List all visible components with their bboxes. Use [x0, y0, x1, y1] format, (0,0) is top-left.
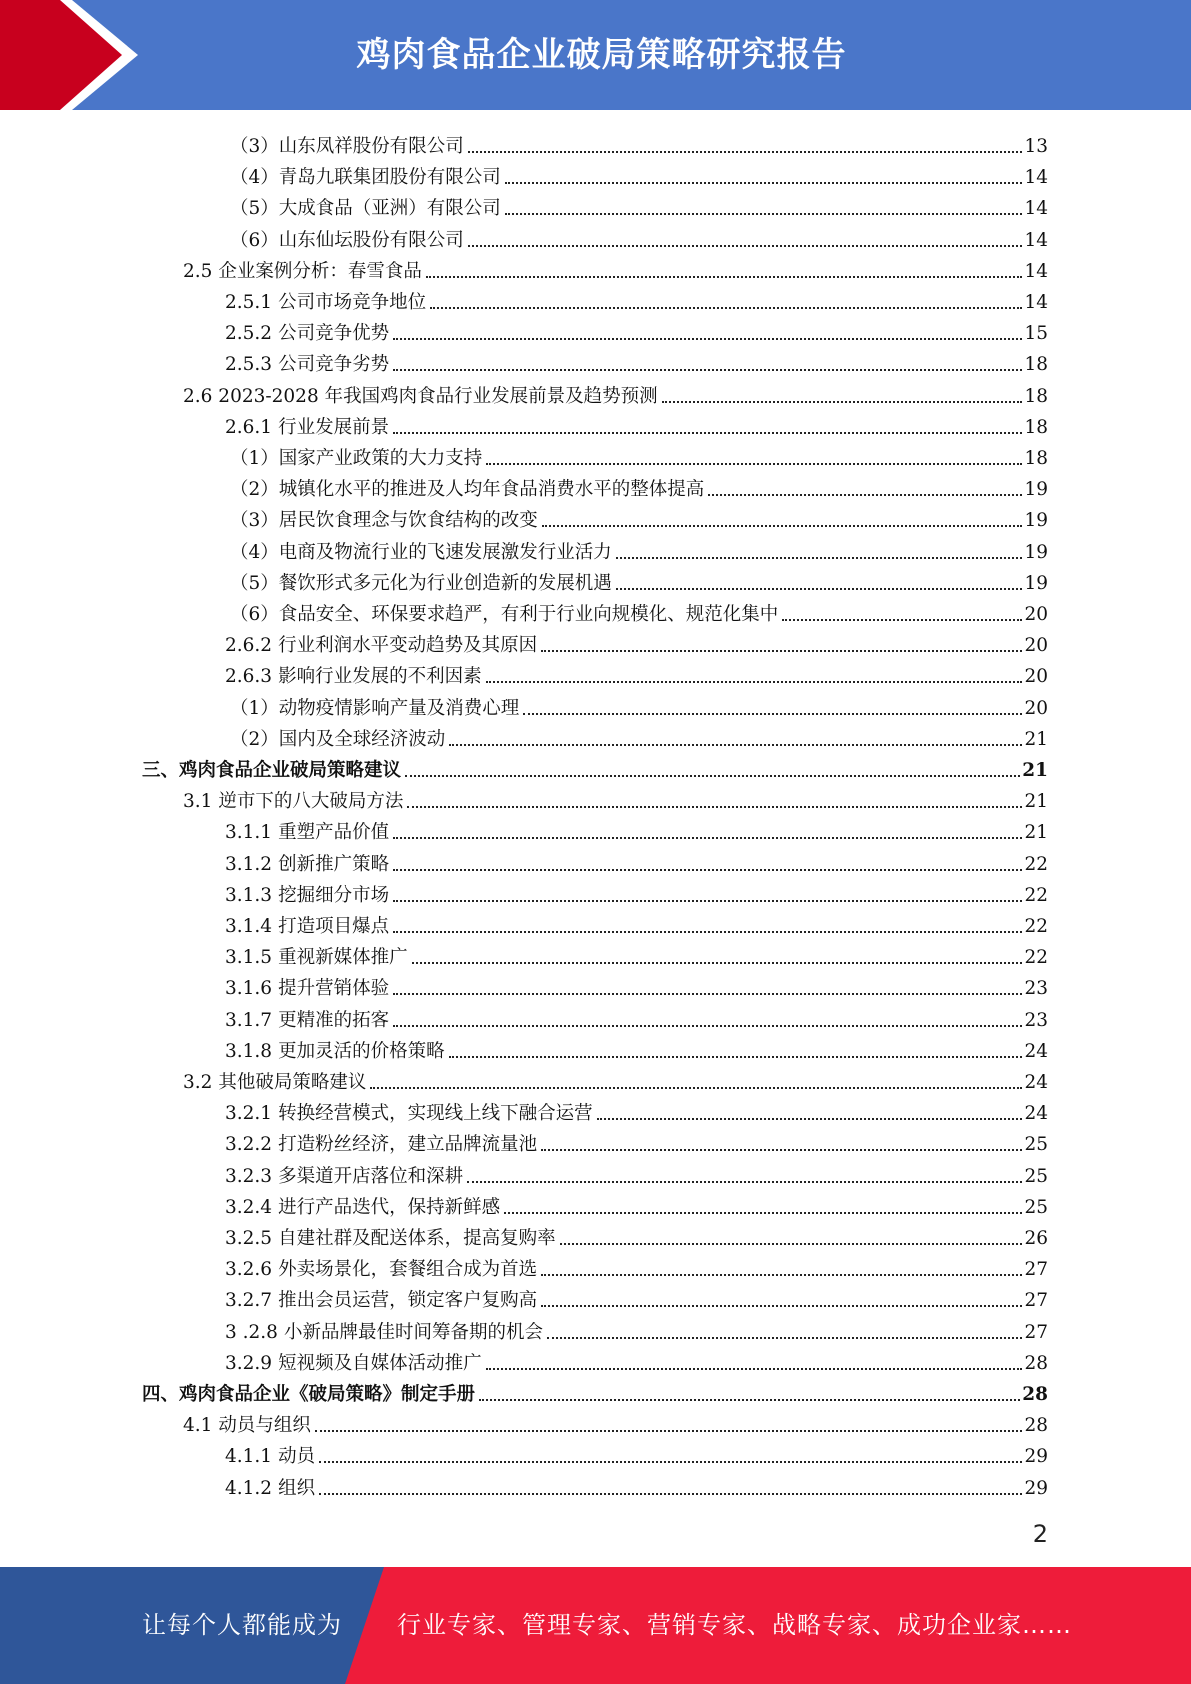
toc-entry-title: （2）城镇化水平的推进及人均年食品消费水平的整体提高	[230, 479, 705, 501]
toc-entry[interactable]	[225, 1126, 1048, 1157]
toc-entry-page: 14	[1024, 229, 1048, 251]
toc-entry-number: 2.5.1	[225, 292, 273, 313]
toc-entry-title: （3）居民饮食理念与饮食结构的改变	[230, 510, 538, 532]
toc-entry-page: 19	[1024, 541, 1048, 563]
toc-entry-number: 3.1.2	[225, 853, 273, 875]
document-title: 鸡肉食品企业破局策略研究报告	[356, 35, 847, 75]
toc-entry-title: 外卖场景化，套餐组合成为首选	[278, 1259, 538, 1281]
toc-entry-number: 3.1.6	[225, 978, 273, 1000]
toc-entry[interactable]	[225, 346, 1048, 377]
toc-entry-title: 更加灵活的价格策略	[278, 1040, 445, 1062]
toc-dot-leader	[486, 1368, 1023, 1370]
toc-entry[interactable]	[225, 1033, 1048, 1064]
toc-dot-leader	[393, 369, 1022, 371]
toc-entry[interactable]	[225, 1345, 1048, 1376]
toc-entry-title: 动员	[278, 1446, 316, 1468]
toc-entry-page: 27	[1024, 1259, 1048, 1281]
toc-entry-title: 打造粉丝经济，建立品牌流量池	[278, 1134, 538, 1156]
toc-entry-number: 2.6.1	[225, 416, 273, 438]
toc-entry[interactable]	[225, 1189, 1048, 1220]
toc-dot-leader	[393, 432, 1022, 434]
toc-entry[interactable]	[225, 1002, 1048, 1033]
toc-dot-leader	[449, 744, 1022, 746]
footer-slogan-left: 让每个人都能成为	[142, 1611, 342, 1639]
toc-entry-title: 重视新媒体推广	[278, 947, 408, 969]
toc-entry-title: 组织	[278, 1477, 316, 1499]
toc-entry-title: 自建社群及配送体系，提高复购率	[278, 1228, 556, 1249]
toc-dot-leader	[393, 931, 1022, 933]
toc-dot-leader	[315, 1430, 1023, 1432]
toc-entry[interactable]	[225, 315, 1048, 346]
toc-entry-number: 3.2.1	[225, 1103, 273, 1125]
toc-entry-number: 2.5	[183, 260, 213, 282]
toc-entry-page: 22	[1024, 853, 1048, 875]
toc-entry-title: （6）山东仙坛股份有限公司	[230, 229, 464, 251]
toc-entry[interactable]	[225, 1314, 1048, 1345]
toc-entry-page: 19	[1024, 479, 1048, 501]
toc-entry[interactable]	[225, 1470, 1048, 1501]
toc-entry-number: 3.1.4	[225, 916, 273, 937]
toc-dot-leader	[393, 1025, 1022, 1027]
toc-entry-page: 20	[1024, 604, 1048, 625]
toc-entry-page: 26	[1024, 1228, 1048, 1249]
toc-entry-title: （5）餐饮形式多元化为行业创造新的发展机遇	[230, 572, 612, 594]
toc-entry-number: 2.6.2	[225, 635, 273, 657]
toc-entry[interactable]	[230, 190, 1048, 221]
toc-entry-number: 4.1.2	[225, 1477, 273, 1499]
toc-entry[interactable]	[225, 846, 1048, 877]
toc-entry-title: 三、鸡肉食品企业破局策略建议	[142, 760, 402, 781]
toc-entry[interactable]	[230, 534, 1048, 565]
toc-entry-page: 15	[1024, 323, 1048, 345]
toc-dot-leader	[393, 837, 1022, 839]
toc-entry-number: 3.1.1	[225, 822, 273, 844]
toc-dot-leader	[449, 1056, 1023, 1058]
toc-dot-leader	[547, 1337, 1022, 1339]
toc-dot-leader	[486, 681, 1023, 683]
toc-entry-page: 18	[1024, 448, 1048, 469]
toc-entry-title: 进行产品迭代，保持新鲜感	[278, 1196, 501, 1218]
toc-entry-page: 23	[1024, 1009, 1048, 1031]
toc-entry[interactable]	[225, 284, 1048, 315]
toc-entry[interactable]	[225, 970, 1048, 1001]
toc-dot-leader	[504, 1212, 1022, 1214]
toc-entry-page: 22	[1024, 884, 1048, 906]
toc-entry-page: 14	[1024, 260, 1048, 282]
toc-entry-page: 25	[1024, 1196, 1048, 1218]
toc-entry-page: 24	[1024, 1040, 1048, 1062]
toc-entry-number: 2.5.2	[225, 323, 273, 345]
toc-entry[interactable]	[225, 1251, 1048, 1282]
toc-dot-leader	[560, 1243, 1023, 1245]
toc-entry-number: 3 .2.8	[225, 1321, 278, 1343]
toc-dot-leader	[393, 900, 1022, 902]
toc-dot-leader	[505, 182, 1023, 184]
header-banner	[0, 0, 1191, 110]
toc-entry-page: 20	[1024, 635, 1048, 657]
toc-dot-leader	[467, 1181, 1022, 1183]
toc-dot-leader	[412, 962, 1023, 964]
toc-entry[interactable]	[225, 814, 1048, 845]
toc-entry-page: 18	[1024, 385, 1048, 407]
toc-entry[interactable]	[142, 752, 1048, 783]
toc-dot-leader	[486, 463, 1022, 465]
toc-entry[interactable]	[183, 1064, 1048, 1095]
toc-entry-page: 22	[1024, 916, 1048, 937]
toc-entry-page: 21	[1024, 791, 1048, 813]
toc-entry-page: 20	[1024, 666, 1048, 688]
toc-entry-page: 28	[1024, 1415, 1048, 1437]
toc-entry-page: 18	[1024, 416, 1048, 438]
toc-entry-title: 挖掘细分市场	[278, 884, 390, 906]
toc-entry-number: 2.5.3	[225, 354, 273, 376]
toc-entry-number: 3.2.2	[225, 1134, 273, 1156]
toc-dot-leader	[662, 401, 1023, 403]
toc-dot-leader	[479, 1399, 1020, 1401]
toc-entry-title: （4）电商及物流行业的飞速发展激发行业活力	[230, 541, 612, 563]
toc-dot-leader	[505, 213, 1023, 215]
toc-entry-title: （4）青岛九联集团股份有限公司	[230, 167, 501, 189]
toc-entry[interactable]	[225, 1438, 1048, 1469]
toc-dot-leader	[541, 1149, 1022, 1151]
toc-entry[interactable]	[183, 378, 1048, 409]
toc-entry[interactable]	[225, 939, 1048, 970]
toc-entry-page: 29	[1024, 1477, 1048, 1499]
toc-entry-title: 公司竞争优势	[278, 323, 390, 345]
toc-entry[interactable]	[225, 409, 1048, 440]
toc-entry-title: 转换经营模式，实现线上线下融合运营	[278, 1103, 593, 1125]
toc-entry-number: 3.1.8	[225, 1040, 273, 1062]
toc-entry-title: （5）大成食品（亚洲）有限公司	[230, 198, 501, 220]
toc-entry-number: 3.1.3	[225, 884, 273, 906]
toc-entry-title: （6）食品安全、环保要求趋严，有利于行业向规模化、规范化集中	[230, 604, 779, 625]
toc-dot-leader	[370, 1087, 1022, 1089]
toc-entry-page: 27	[1024, 1290, 1048, 1312]
toc-entry-title: 创新推广策略	[278, 853, 390, 875]
toc-entry[interactable]	[225, 627, 1048, 658]
toc-entry-title: 其他破局策略建议	[218, 1072, 367, 1093]
toc-dot-leader	[541, 1274, 1022, 1276]
toc-dot-leader	[319, 1493, 1022, 1495]
toc-entry[interactable]	[183, 253, 1048, 284]
toc-entry-title: （1）动物疫情影响产量及消费心理	[230, 697, 520, 719]
toc-entry-title: 公司竞争劣势	[278, 354, 390, 376]
toc-entry-title: 推出会员运营，锁定客户复购高	[278, 1290, 538, 1312]
toc-entry-page: 21	[1022, 760, 1048, 781]
toc-entry-number: 4.1	[183, 1415, 213, 1437]
toc-entry-title: 多渠道开店落位和深耕	[278, 1165, 464, 1187]
toc-dot-leader	[523, 713, 1022, 715]
toc-entry-page: 19	[1024, 572, 1048, 594]
toc-entry-number: 3.2	[183, 1072, 213, 1093]
toc-entry-page: 14	[1024, 292, 1048, 313]
toc-entry-number: 3.1	[183, 791, 213, 813]
toc-dot-leader	[407, 806, 1022, 808]
toc-dot-leader	[426, 276, 1023, 278]
toc-entry[interactable]	[183, 783, 1048, 814]
toc-entry-title: 更精准的拓客	[278, 1009, 390, 1031]
toc-dot-leader	[541, 650, 1022, 652]
toc-entry-title: 短视频及自媒体活动推广	[278, 1352, 482, 1374]
toc-entry[interactable]	[225, 658, 1048, 689]
toc-entry[interactable]	[230, 471, 1048, 502]
page-number: 2	[1032, 1520, 1048, 1548]
toc-entry-title: 四、鸡肉食品企业《破局策略》制定手册	[142, 1384, 476, 1405]
toc-entry-page: 29	[1024, 1446, 1048, 1468]
toc-entry-number: 2.6.3	[225, 666, 273, 688]
toc-entry[interactable]	[230, 440, 1048, 471]
toc-entry-number: 3.2.7	[225, 1290, 273, 1312]
toc-dot-leader	[393, 869, 1022, 871]
toc-entry-page: 14	[1024, 167, 1048, 189]
toc-entry-title: 2.6 2023-2028 年我国鸡肉食品行业发展前景及趋势预测	[183, 385, 658, 407]
toc-dot-leader	[616, 588, 1023, 590]
toc-entry-number: 3.2.9	[225, 1352, 273, 1374]
toc-dot-leader	[430, 307, 1022, 309]
toc-entry-number: 4.1.1	[225, 1446, 273, 1468]
toc-entry[interactable]	[230, 222, 1048, 253]
toc-dot-leader	[393, 993, 1022, 995]
toc-dot-leader	[393, 338, 1022, 340]
toc-entry-number: 3.2.5	[225, 1228, 273, 1249]
toc-entry-number: 3.2.4	[225, 1196, 273, 1218]
toc-entry-page: 24	[1024, 1072, 1048, 1093]
toc-entry-number: 3.1.5	[225, 947, 273, 969]
toc-dot-leader	[708, 494, 1022, 496]
toc-dot-leader	[597, 1118, 1023, 1120]
toc-entry-title: （1）国家产业政策的大力支持	[230, 448, 483, 469]
toc-dot-leader	[468, 151, 1023, 153]
toc-entry[interactable]	[225, 1095, 1048, 1126]
toc-dot-leader	[541, 1305, 1022, 1307]
toc-entry[interactable]	[230, 565, 1048, 596]
toc-entry-title: （3）山东凤祥股份有限公司	[230, 136, 464, 157]
toc-entry-page: 21	[1024, 728, 1048, 750]
toc-entry-page: 28	[1022, 1384, 1048, 1405]
toc-entry-page: 28	[1024, 1352, 1048, 1374]
toc-entry-number: 3.2.3	[225, 1165, 273, 1187]
toc-dot-leader	[782, 619, 1022, 621]
toc-entry-page: 27	[1024, 1321, 1048, 1343]
toc-entry-title: 提升营销体验	[278, 978, 390, 1000]
toc-entry-page: 25	[1024, 1134, 1048, 1156]
toc-entry-page: 25	[1024, 1165, 1048, 1187]
toc-entry[interactable]	[225, 908, 1048, 939]
toc-dot-leader	[405, 775, 1020, 777]
toc-entry[interactable]	[225, 1220, 1048, 1251]
toc-entry[interactable]	[183, 1407, 1048, 1438]
toc-dot-leader	[468, 245, 1023, 247]
toc-entry-title: 行业利润水平变动趋势及其原因	[278, 635, 538, 657]
toc-entry-title: 企业案例分析：春雪食品	[218, 260, 422, 282]
footer-banner	[0, 1567, 1191, 1684]
footer-slogan-right: 行业专家、管理专家、营销专家、战略专家、成功企业家……	[397, 1611, 1072, 1639]
toc-entry-title: 行业发展前景	[278, 416, 390, 438]
toc-entry-number: 3.2.6	[225, 1259, 273, 1281]
toc-entry-page: 19	[1024, 510, 1048, 532]
toc-entry-title: 打造项目爆点	[278, 916, 390, 937]
toc-entry-page: 24	[1024, 1103, 1048, 1125]
toc-entry-title: 影响行业发展的不利因素	[278, 666, 482, 688]
toc-entry-title: 逆市下的八大破局方法	[218, 791, 404, 813]
toc-entry[interactable]	[230, 690, 1048, 721]
toc-entry[interactable]	[230, 721, 1048, 752]
toc-entry[interactable]	[230, 502, 1048, 533]
toc-dot-leader	[542, 525, 1023, 527]
toc-entry-title: 动员与组织	[218, 1415, 311, 1437]
toc-entry-title: 重塑产品价值	[278, 822, 390, 844]
toc-entry[interactable]	[230, 128, 1048, 159]
toc-entry[interactable]	[225, 1282, 1048, 1313]
toc-entry-page: 13	[1024, 136, 1048, 157]
toc-entry[interactable]	[225, 877, 1048, 908]
toc-entry[interactable]	[142, 1376, 1048, 1407]
toc-entry-page: 18	[1024, 354, 1048, 376]
toc-entry-number: 3.1.7	[225, 1009, 273, 1031]
toc-entry-page: 20	[1024, 697, 1048, 719]
toc-entry[interactable]	[225, 1158, 1048, 1189]
toc-entry-page: 14	[1024, 198, 1048, 220]
toc-entry-title: 公司市场竞争地位	[278, 292, 427, 313]
toc-entry-page: 22	[1024, 947, 1048, 969]
toc-entry[interactable]	[230, 596, 1048, 627]
toc-dot-leader	[319, 1461, 1022, 1463]
toc-entry-page: 21	[1024, 822, 1048, 844]
toc-entry[interactable]	[230, 159, 1048, 190]
toc-entry-title: 小新品牌最佳时间筹备期的机会	[283, 1321, 543, 1343]
toc-entry-title: （2）国内及全球经济波动	[230, 728, 446, 750]
toc-entry-page: 23	[1024, 978, 1048, 1000]
toc-dot-leader	[616, 557, 1023, 559]
